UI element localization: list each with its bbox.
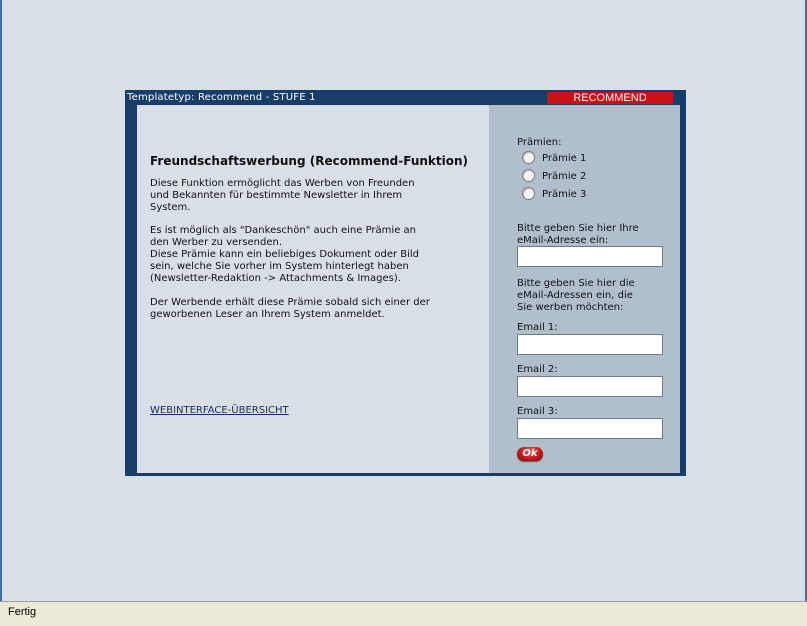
friends-email-label xyxy=(517,278,635,314)
text-line: Es ist möglich als "Dankeschön" auch eine Prämie an xyxy=(150,225,416,236)
email-2-label: Email 2: xyxy=(517,364,558,375)
text-line: Der Werbende erhält diese Prämie sobald sich einer der xyxy=(150,297,430,308)
template-type-label: Templatetyp: Recommend - STUFE 1 xyxy=(127,92,316,103)
text-line: System. xyxy=(150,202,191,213)
page-title: Freundschaftswerbung (Recommend-Funktion) xyxy=(150,154,469,168)
own-email-label xyxy=(517,223,639,247)
email-1-input[interactable] xyxy=(517,334,663,355)
ok-button[interactable]: Ok xyxy=(517,447,543,461)
praemie-3-label: Prämie 3 xyxy=(542,189,587,200)
description-paragraph-2 xyxy=(150,225,480,285)
recommend-badge: RECOMMEND xyxy=(547,92,673,104)
form-column xyxy=(489,105,680,473)
praemie-2-label: Prämie 2 xyxy=(542,171,587,182)
text-line: Diese Funktion ermöglicht das Werben von Freunden xyxy=(150,178,415,189)
webinterface-overview-link[interactable]: WEBINTERFACE-ÜBERSICHT xyxy=(150,405,289,416)
description-paragraph-3 xyxy=(150,297,480,321)
text-line: und Bekannten für bestimmte Newsletter in Ihrem xyxy=(150,190,403,201)
text-line: den Werber zu versenden. xyxy=(150,237,283,248)
text-line: Sie werben möchten: xyxy=(517,302,624,313)
status-bar xyxy=(0,601,807,626)
text-line: sein, welche Sie vorher im System hinterlegt haben xyxy=(150,261,409,272)
email-2-input[interactable] xyxy=(517,376,663,397)
status-text: Fertig xyxy=(8,606,37,618)
email-3-input[interactable] xyxy=(517,418,663,439)
info-column xyxy=(137,105,489,473)
email-3-label: Email 3: xyxy=(517,406,558,417)
text-line: Bitte geben Sie hier die xyxy=(517,278,635,289)
text-line: Diese Prämie kann ein beliebiges Dokument oder Bild xyxy=(150,249,420,260)
text-line: eMail-Adressen ein, die xyxy=(517,290,633,301)
text-line: geworbenen Leser an Ihrem System anmeldet. xyxy=(150,309,385,320)
text-line: Bitte geben Sie hier Ihre xyxy=(517,223,639,234)
description-paragraph-1 xyxy=(150,178,480,214)
text-line: eMail-Adresse ein: xyxy=(517,235,609,246)
praemie-1-label: Prämie 1 xyxy=(542,153,587,164)
text-line: (Newsletter-Redaktion -> Attachments & Images). xyxy=(150,273,401,284)
recommend-panel xyxy=(125,90,686,476)
praemie-1-radio[interactable] xyxy=(522,151,535,164)
own-email-input[interactable] xyxy=(517,246,663,267)
praemie-2-radio[interactable] xyxy=(522,169,535,182)
praemie-3-radio[interactable] xyxy=(522,187,535,200)
panel-top-bar xyxy=(125,90,686,105)
email-1-label: Email 1: xyxy=(517,322,558,333)
praemien-label: Prämien: xyxy=(517,137,562,148)
